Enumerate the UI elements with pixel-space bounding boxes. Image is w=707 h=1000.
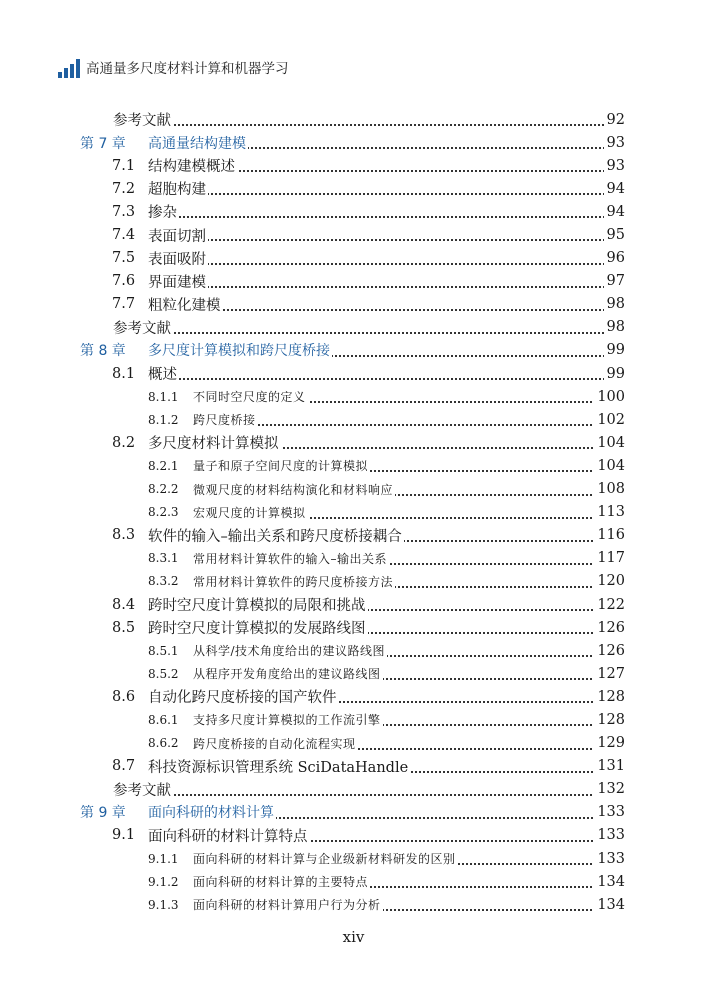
toc-entry[interactable] xyxy=(0,570,707,593)
toc-entry-title: 面向科研的材料计算的主要特点 xyxy=(193,875,369,890)
toc-entry-page: 133 xyxy=(594,804,625,820)
dot-leader xyxy=(148,261,624,265)
toc-entry-page: 97 xyxy=(604,273,625,289)
toc-entry[interactable] xyxy=(0,408,707,431)
toc-entry-number: 8.1.2 xyxy=(148,412,179,427)
toc-entry[interactable] xyxy=(0,662,707,685)
page-number: xiv xyxy=(342,928,365,946)
dot-leader xyxy=(148,284,624,288)
toc-entry-page: 99 xyxy=(604,366,625,382)
toc-entry[interactable] xyxy=(0,108,707,131)
toc-entry-page: 99 xyxy=(604,342,625,358)
toc-entry-title: 超胞构建 xyxy=(148,178,208,199)
toc-entry-page: 98 xyxy=(604,319,625,335)
toc-entry-page: 93 xyxy=(604,135,625,151)
toc-entry-page: 96 xyxy=(604,250,625,266)
toc-entry-title: 跨时空尺度计算模拟的局限和挑战 xyxy=(148,594,368,615)
toc-entry-number: 7.5 xyxy=(112,250,136,267)
toc-entry-number: 7.1 xyxy=(112,157,136,174)
toc-entry-page: 104 xyxy=(594,435,625,451)
toc-entry-title: 参考文献 xyxy=(113,779,173,800)
toc-entry-title: 表面吸附 xyxy=(148,248,208,269)
toc-entry-page: 127 xyxy=(594,666,625,682)
toc-entry-page: 102 xyxy=(594,412,625,428)
toc-entry[interactable] xyxy=(0,154,707,177)
toc-entry-title: 多尺度计算模拟和跨尺度桥接 xyxy=(148,340,332,360)
toc-entry-title: 多尺度材料计算模拟 xyxy=(148,432,281,453)
toc-entry-title: 概述 xyxy=(148,363,179,384)
toc-entry-number: 8.1.1 xyxy=(148,389,179,404)
toc-entry-number: 7.6 xyxy=(112,273,136,290)
toc-entry-title: 面向科研的材料计算特点 xyxy=(148,825,310,846)
dot-leader xyxy=(148,214,624,218)
toc-entry-page: 134 xyxy=(594,874,625,890)
toc-entry-number: 8.1 xyxy=(112,365,136,382)
toc-entry-page: 116 xyxy=(594,527,625,543)
toc-entry[interactable] xyxy=(0,708,707,731)
toc-entry-title: 面向科研的材料计算用户行为分析 xyxy=(193,898,381,913)
toc-entry-number: 7.3 xyxy=(112,203,136,220)
toc-entry-title: 从程序开发角度给出的建议路线图 xyxy=(193,667,381,682)
toc-entry-number: 8.6.2 xyxy=(148,736,179,751)
toc-entry-title: 高通量结构建模 xyxy=(148,133,248,153)
toc-entry-title: 跨时空尺度计算模拟的发展路线图 xyxy=(148,617,368,638)
toc-entry-page: 122 xyxy=(594,597,625,613)
toc-entry-page: 131 xyxy=(594,758,625,774)
toc-entry[interactable] xyxy=(0,755,707,778)
toc-entry-number: 7.2 xyxy=(112,180,136,197)
dot-leader xyxy=(113,792,624,796)
toc-entry-title: 参考文献 xyxy=(113,109,173,130)
toc-entry[interactable] xyxy=(0,778,707,801)
toc-entry-number: 8.3 xyxy=(112,527,136,544)
toc-entry[interactable] xyxy=(0,247,707,270)
toc-entry-title: 软件的输入–输出关系和跨尺度桥接耦合 xyxy=(148,525,404,546)
toc-entry-title: 常用材料计算软件的跨尺度桥接方法 xyxy=(193,574,394,589)
toc-entry-title: 从科学/技术角度给出的建议路线图 xyxy=(193,644,386,659)
toc-entry-number: 7.4 xyxy=(112,227,136,244)
toc-entry-title: 粗粒化建模 xyxy=(148,294,223,315)
toc-entry[interactable] xyxy=(0,547,707,570)
toc-entry-number: 7.7 xyxy=(112,296,136,313)
running-header xyxy=(58,56,289,78)
toc-entry[interactable] xyxy=(0,223,707,246)
toc-entry-title: 面向科研的材料计算 xyxy=(148,802,276,822)
dot-leader xyxy=(148,191,624,195)
toc-entry-page: 108 xyxy=(594,481,625,497)
toc-entry-page: 126 xyxy=(594,620,625,636)
toc-entry-page: 113 xyxy=(594,504,625,520)
toc-entry-page: 94 xyxy=(604,181,625,197)
toc-entry-page: 128 xyxy=(594,689,625,705)
toc-entry-number: 8.2.3 xyxy=(148,505,179,520)
toc-entry[interactable] xyxy=(0,362,707,385)
toc-entry-title: 量子和原子空间尺度的计算模拟 xyxy=(193,459,369,474)
toc-entry-title: 支持多尺度计算模拟的工作流引擎 xyxy=(193,713,381,728)
toc-entry-title: 结构建模概述 xyxy=(148,155,237,176)
toc-entry-page: 98 xyxy=(604,296,625,312)
toc-entry-page: 100 xyxy=(594,389,625,405)
toc-entry-page: 132 xyxy=(594,781,625,797)
toc-entry[interactable] xyxy=(0,616,707,639)
book-title: 高通量多尺度材料计算和机器学习 xyxy=(86,61,289,77)
dot-leader xyxy=(193,422,624,426)
toc-entry[interactable] xyxy=(0,801,707,824)
toc-entry-number: 8.5.1 xyxy=(148,643,179,658)
toc-entry-number: 8.4 xyxy=(112,596,136,613)
toc-entry-number: 8.6 xyxy=(112,688,136,705)
toc-entry[interactable] xyxy=(0,593,707,616)
toc-entry[interactable] xyxy=(0,639,707,662)
toc-entry[interactable] xyxy=(0,200,707,223)
toc-entry-title: 跨尺度桥接 xyxy=(193,413,256,428)
toc-entry[interactable] xyxy=(0,893,707,916)
toc-entry-page: 129 xyxy=(594,735,625,751)
toc-entry-title: 科技资源标识管理系统 SciDataHandle xyxy=(148,756,410,777)
dot-leader xyxy=(148,376,624,380)
toc-entry-number: 9.1 xyxy=(112,827,136,844)
toc-entry-title: 参考文献 xyxy=(113,317,173,338)
toc-entry-number: 第 8 章 xyxy=(80,343,126,360)
toc-entry[interactable] xyxy=(0,824,707,847)
toc-entry-page: 117 xyxy=(594,550,625,566)
toc-entry[interactable] xyxy=(0,847,707,870)
toc-entry[interactable] xyxy=(0,870,707,893)
toc-entry-title: 宏观尺度的计算模拟 xyxy=(193,505,306,520)
dot-leader xyxy=(113,122,624,126)
toc-entry-number: 8.3.2 xyxy=(148,574,179,589)
toc-entry-page: 133 xyxy=(594,851,625,867)
toc-entry[interactable] xyxy=(0,131,707,154)
dot-leader xyxy=(148,237,624,241)
toc-entry-page: 92 xyxy=(604,112,625,128)
toc-entry-number: 8.2 xyxy=(112,434,136,451)
toc-entry-number: 第 9 章 xyxy=(80,805,126,822)
toc-entry-title: 面向科研的材料计算与企业级新材料研发的区别 xyxy=(193,852,456,867)
toc-entry-title: 常用材料计算软件的输入–输出关系 xyxy=(193,551,388,566)
toc-entry[interactable] xyxy=(0,270,707,293)
toc-entry-page: 133 xyxy=(594,827,625,843)
toc-entry-number: 8.6.1 xyxy=(148,712,179,727)
toc-entry[interactable] xyxy=(0,478,707,501)
toc-entry[interactable] xyxy=(0,339,707,362)
toc-entry-title: 表面切割 xyxy=(148,225,208,246)
toc-entry[interactable] xyxy=(0,685,707,708)
toc-entry[interactable] xyxy=(0,177,707,200)
toc-entry[interactable] xyxy=(0,431,707,454)
toc-entry-title: 掺杂 xyxy=(148,201,179,222)
toc-entry-title: 跨尺度桥接的自动化流程实现 xyxy=(193,736,356,751)
toc-entry-title: 自动化跨尺度桥接的国产软件 xyxy=(148,686,339,707)
toc-entry-title: 不同时空尺度的定义 xyxy=(193,390,306,405)
toc-entry-number: 8.7 xyxy=(112,758,136,775)
toc-entry-page: 95 xyxy=(604,227,625,243)
toc-entry-number: 第 7 章 xyxy=(80,135,126,152)
toc-entry-page: 120 xyxy=(594,573,625,589)
toc-entry-number: 9.1.2 xyxy=(148,874,179,889)
toc-entry-number: 8.3.1 xyxy=(148,551,179,566)
dot-leader xyxy=(113,330,624,334)
toc-entry-number: 8.2.1 xyxy=(148,458,179,473)
toc-entry-title: 界面建模 xyxy=(148,271,208,292)
book-logo-icon xyxy=(58,59,80,78)
toc-entry-page: 134 xyxy=(594,897,625,913)
toc-entry-page: 128 xyxy=(594,712,625,728)
table-of-contents xyxy=(0,108,707,916)
toc-entry[interactable] xyxy=(0,454,707,477)
toc-entry[interactable] xyxy=(0,524,707,547)
toc-entry-number: 8.5.2 xyxy=(148,666,179,681)
toc-entry-page: 104 xyxy=(594,458,625,474)
toc-entry-number: 8.2.2 xyxy=(148,482,179,497)
toc-entry[interactable] xyxy=(0,316,707,339)
toc-entry-number: 9.1.1 xyxy=(148,851,179,866)
toc-entry-page: 126 xyxy=(594,643,625,659)
toc-entry-page: 93 xyxy=(604,158,625,174)
toc-entry-page: 94 xyxy=(604,204,625,220)
toc-entry[interactable] xyxy=(0,385,707,408)
toc-entry-title: 微观尺度的材料结构演化和材料响应 xyxy=(193,482,394,497)
toc-entry[interactable] xyxy=(0,501,707,524)
toc-entry[interactable] xyxy=(0,293,707,316)
toc-entry-number: 8.5 xyxy=(112,619,136,636)
toc-entry-number: 9.1.3 xyxy=(148,897,179,912)
toc-entry[interactable] xyxy=(0,732,707,755)
